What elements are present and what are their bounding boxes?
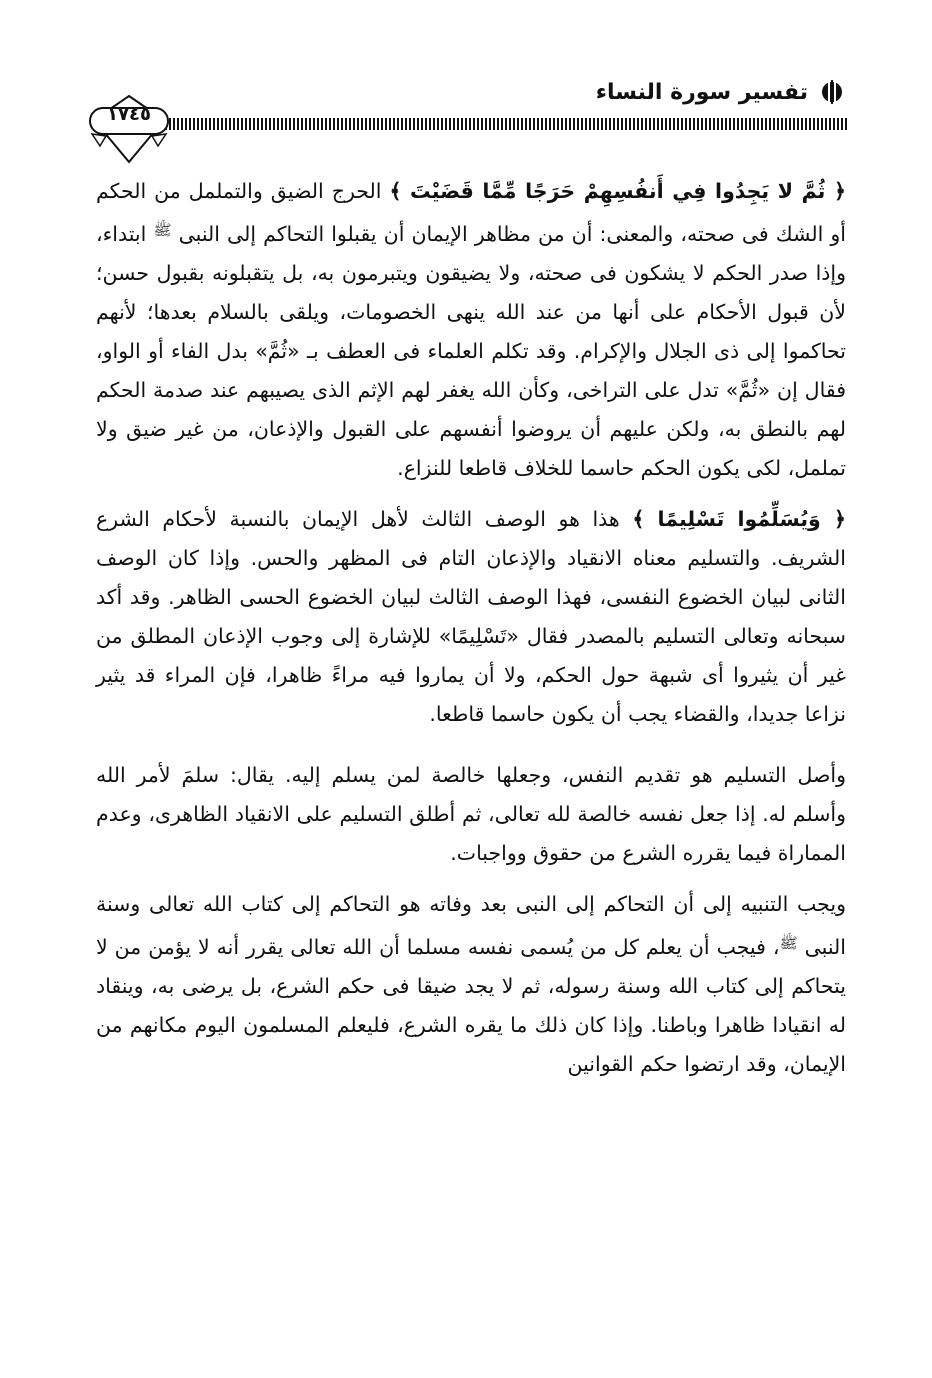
paragraph — [96, 500, 846, 734]
running-head — [596, 72, 844, 112]
paragraph — [96, 885, 846, 1084]
honorific-glyph: ﷺ — [779, 934, 798, 952]
paragraph — [96, 756, 846, 873]
paragraph-text: ابتداء، وإذا صدر الحكم لا يشكون فى صحته، ولا يضيقون ويتبرمون به، بل يتقبلونه بقبول حسن؛ لأن قبول الأحكام على أنها من عند الله ينهى الخصومات، ويلقى بالسلام بعدها؛ لأنهم تحاكموا إلى ذى الجلال والإكرام. وقد تكلم العلماء فى العطف بـ «ثُمَّ» بدل الفاء أو الواو، فقال إن «ثُمَّ» تدل على التراخى، وكأن الله يغفر لهم الإثم الذى يصيبهم عند صدمة الحكم لهم بالنطق به، ولكن عليهم أن يروضوا أنفسهم على القبول والإذعان، من غير ضيق ولا تململ، لكى يكون الحكم حاسما للخلاف قاطعا للنزاع. — [96, 222, 846, 480]
surah-title: تفسير سورة النساء — [595, 79, 808, 105]
honorific-glyph: ﷺ — [153, 221, 172, 239]
body-text — [96, 172, 846, 1084]
paragraph-text: ، فيجب أن يعلم كل من يُسمى نفسه مسلما أن الله تعالى يقرر أنه لا يؤمن من لا يتحاكم إلى كتاب الله وسنة رسوله، ثم لا يجد ضيقا فى حكم الشرع، بل يرضى به، وينقاد له انقيادا ظاهرا وباطنا. وإذا كان ذلك ما يقره الشرع، فليعلم المسلمون اليوم مكانهم من الإيمان، وقد ارتضوا حكم القوانين — [96, 935, 846, 1076]
header-rule — [165, 118, 848, 130]
quran-quote: ﴿ وَيُسَلِّمُوا تَسْلِيمًا ﴾ — [632, 507, 846, 531]
paragraph-text: وأصل التسليم هو تقديم النفس، وجعلها خالصة لمن يسلم إليه. يقال: سلمَ لأمر الله وأسلم له. إذا جعل نفسه خالصة لله تعالى، ثم أطلق التسليم على الانقياد الظاهرى، وعدم المماراة فيما يقرره الشرع من حقوق وواجبات. — [96, 763, 846, 865]
page-badge-frame — [88, 90, 170, 170]
paragraph — [96, 172, 846, 488]
paragraph-text: هذا هو الوصف الثالث لأهل الإيمان بالنسبة لأحكام الشرع الشريف. والتسليم معناه الانقياد والإذعان التام فى المظهر والحس. وإذا كان الوصف الثانى لبيان الخضوع النفسى، فهذا الوصف الثالث لبيان الخضوع الحسى الظاهر. وقد أكد سبحانه وتعالى التسليم بالمصدر فقال «تَسْلِيمًا» للإشارة إلى وجوب الإذعان المطلق من غير أن يثيروا أى شبهة حول الحكم، ولا أن يماروا فيه مراءً ظاهرا، فإن المراء قد يثير نزاعا جديدا، والقضاء يجب أن يكون حاسما قاطعا. — [96, 507, 846, 726]
ornament-icon — [820, 78, 844, 106]
page-number: ١٧٤٥ — [107, 104, 151, 125]
paragraph-text: الحرج الضيق والتململ من الحكم أو الشك فى صحته، والمعنى: أن من مظاهر الإيمان أن يقبلوا التحاكم إلى النبى — [96, 179, 846, 246]
paragraph-text: ويجب التنبيه إلى أن التحاكم إلى النبى بعد وفاته هو التحاكم إلى كتاب الله تعالى وسنة النبى — [96, 892, 846, 959]
quran-quote: ﴿ ثُمَّ لا يَجِدُوا فِي أَنفُسِهِمْ حَرَجًا مِّمَّا قَضَيْتَ ﴾ — [389, 179, 846, 203]
